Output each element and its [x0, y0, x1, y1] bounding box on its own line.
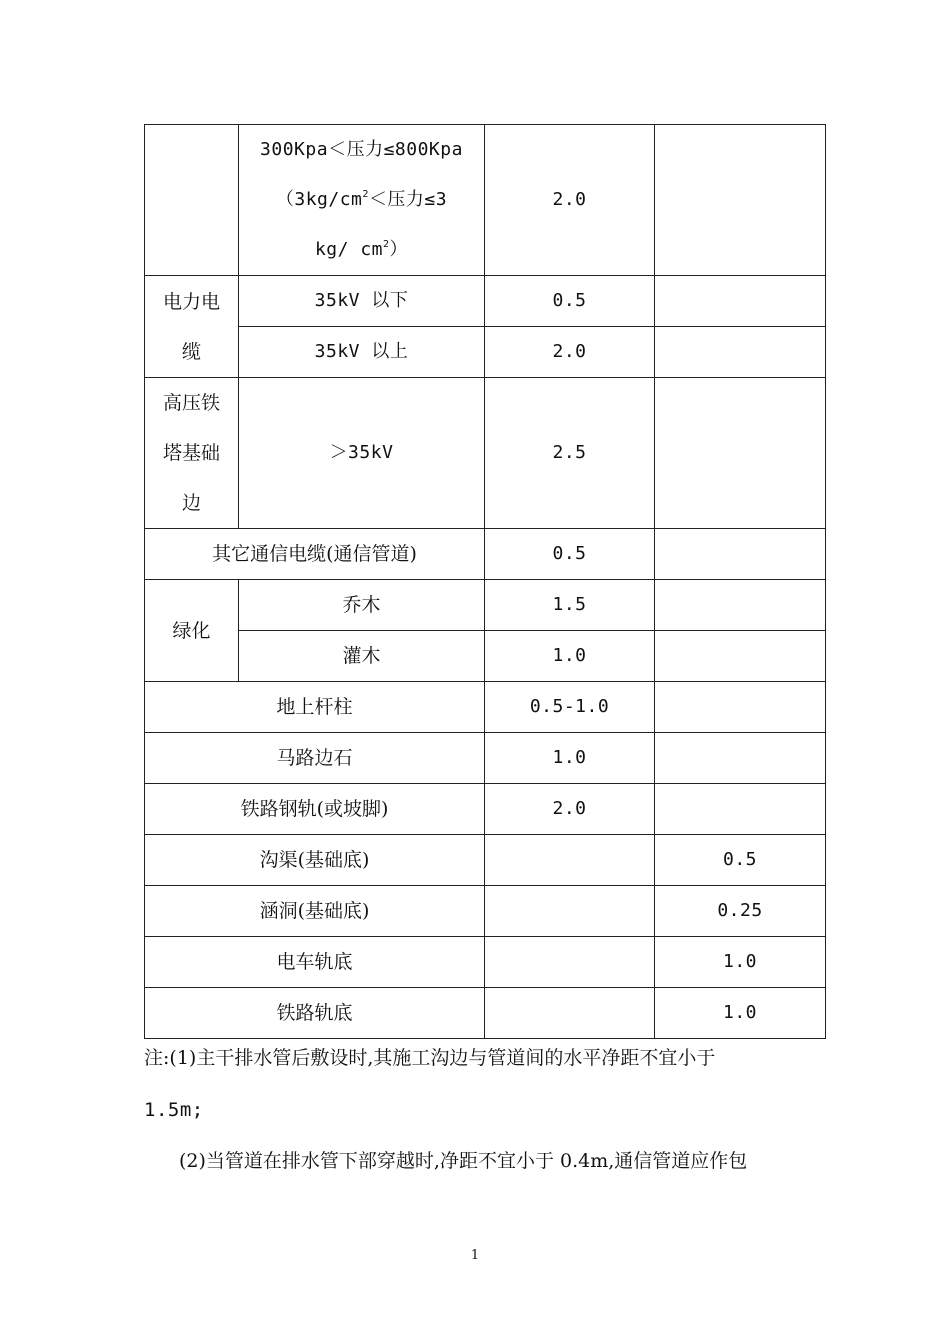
condition-cell: 乔木 [239, 580, 485, 631]
vertical-clearance-cell [655, 125, 826, 276]
table-row [145, 125, 826, 276]
vertical-clearance-cell: 0.5 [655, 835, 826, 886]
item-name-cell: 铁路钢轨(或坡脚) [145, 784, 485, 835]
condition-cell [239, 125, 485, 276]
item-name-cell: 铁路轨底 [145, 988, 485, 1039]
horizontal-clearance-cell: 0.5 [485, 529, 655, 580]
horizontal-clearance-cell [485, 937, 655, 988]
item-name-cell: 沟渠(基础底) [145, 835, 485, 886]
horizontal-clearance-cell: 2.0 [485, 125, 655, 276]
vertical-clearance-cell [655, 276, 826, 327]
table-row [145, 988, 826, 1039]
note-text: 1.5m; [144, 1099, 204, 1121]
table-row [145, 631, 826, 682]
horizontal-clearance-cell [485, 835, 655, 886]
clearance-table [144, 124, 826, 1039]
horizontal-clearance-cell: 2.5 [485, 378, 655, 529]
note-text: 注:(1)主干排水管后敷设时,其施工沟边与管道间的水平净距不宜小于 [144, 1047, 716, 1069]
condition-cell: 35kV 以下 [239, 276, 485, 327]
condition-line: kg/ $cm^2$） [314, 239, 409, 260]
table-row [145, 886, 826, 937]
horizontal-clearance-cell [485, 988, 655, 1039]
condition-cell: 35kV 以上 [239, 327, 485, 378]
category-cell [145, 125, 239, 276]
category-cell: 绿化 [145, 580, 239, 682]
table-row [145, 937, 826, 988]
horizontal-clearance-cell: 1.5 [485, 580, 655, 631]
vertical-clearance-cell [655, 682, 826, 733]
category-cell: 高压铁 塔基础 边 [145, 378, 239, 529]
vertical-clearance-cell [655, 327, 826, 378]
item-name-cell: 地上杆柱 [145, 682, 485, 733]
item-name-cell: 马路边石 [145, 733, 485, 784]
vertical-clearance-cell [655, 529, 826, 580]
table-row [145, 580, 826, 631]
page-number: 1 [470, 1248, 480, 1263]
horizontal-clearance-cell: 0.5 [485, 276, 655, 327]
vertical-clearance-cell: 1.0 [655, 937, 826, 988]
horizontal-clearance-cell: 1.0 [485, 733, 655, 784]
horizontal-clearance-cell: 1.0 [485, 631, 655, 682]
vertical-clearance-cell [655, 631, 826, 682]
table-row [145, 327, 826, 378]
condition-line: （$3kg/cm^2<$压力≤3 [275, 189, 448, 210]
horizontal-clearance-cell: 0.5-1.0 [485, 682, 655, 733]
vertical-clearance-cell: 1.0 [655, 988, 826, 1039]
vertical-clearance-cell [655, 580, 826, 631]
table-row [145, 784, 826, 835]
condition-cell: ＞35kV [239, 378, 485, 529]
table-row [145, 733, 826, 784]
category-cell: 电力电 缆 [145, 276, 239, 378]
item-name-cell: 其它通信电缆(通信管道) [145, 529, 485, 580]
condition-line: 300Kpa＜压力≤800Kpa [260, 139, 463, 160]
vertical-clearance-cell [655, 378, 826, 529]
condition-cell: 灌木 [239, 631, 485, 682]
horizontal-clearance-cell [485, 886, 655, 937]
table-row [145, 378, 826, 529]
table-row [145, 682, 826, 733]
table-row [145, 529, 826, 580]
vertical-clearance-cell [655, 733, 826, 784]
item-name-cell: 电车轨底 [145, 937, 485, 988]
horizontal-clearance-cell: 2.0 [485, 784, 655, 835]
item-name-cell: 涵洞(基础底) [145, 886, 485, 937]
table-row [145, 276, 826, 327]
horizontal-clearance-cell: 2.0 [485, 327, 655, 378]
table-row [145, 835, 826, 886]
note-text: (2)当管道在排水管下部穿越时,净距不宜小于 0.4m,通信管道应作包 [179, 1150, 748, 1172]
vertical-clearance-cell [655, 784, 826, 835]
vertical-clearance-cell: 0.25 [655, 886, 826, 937]
